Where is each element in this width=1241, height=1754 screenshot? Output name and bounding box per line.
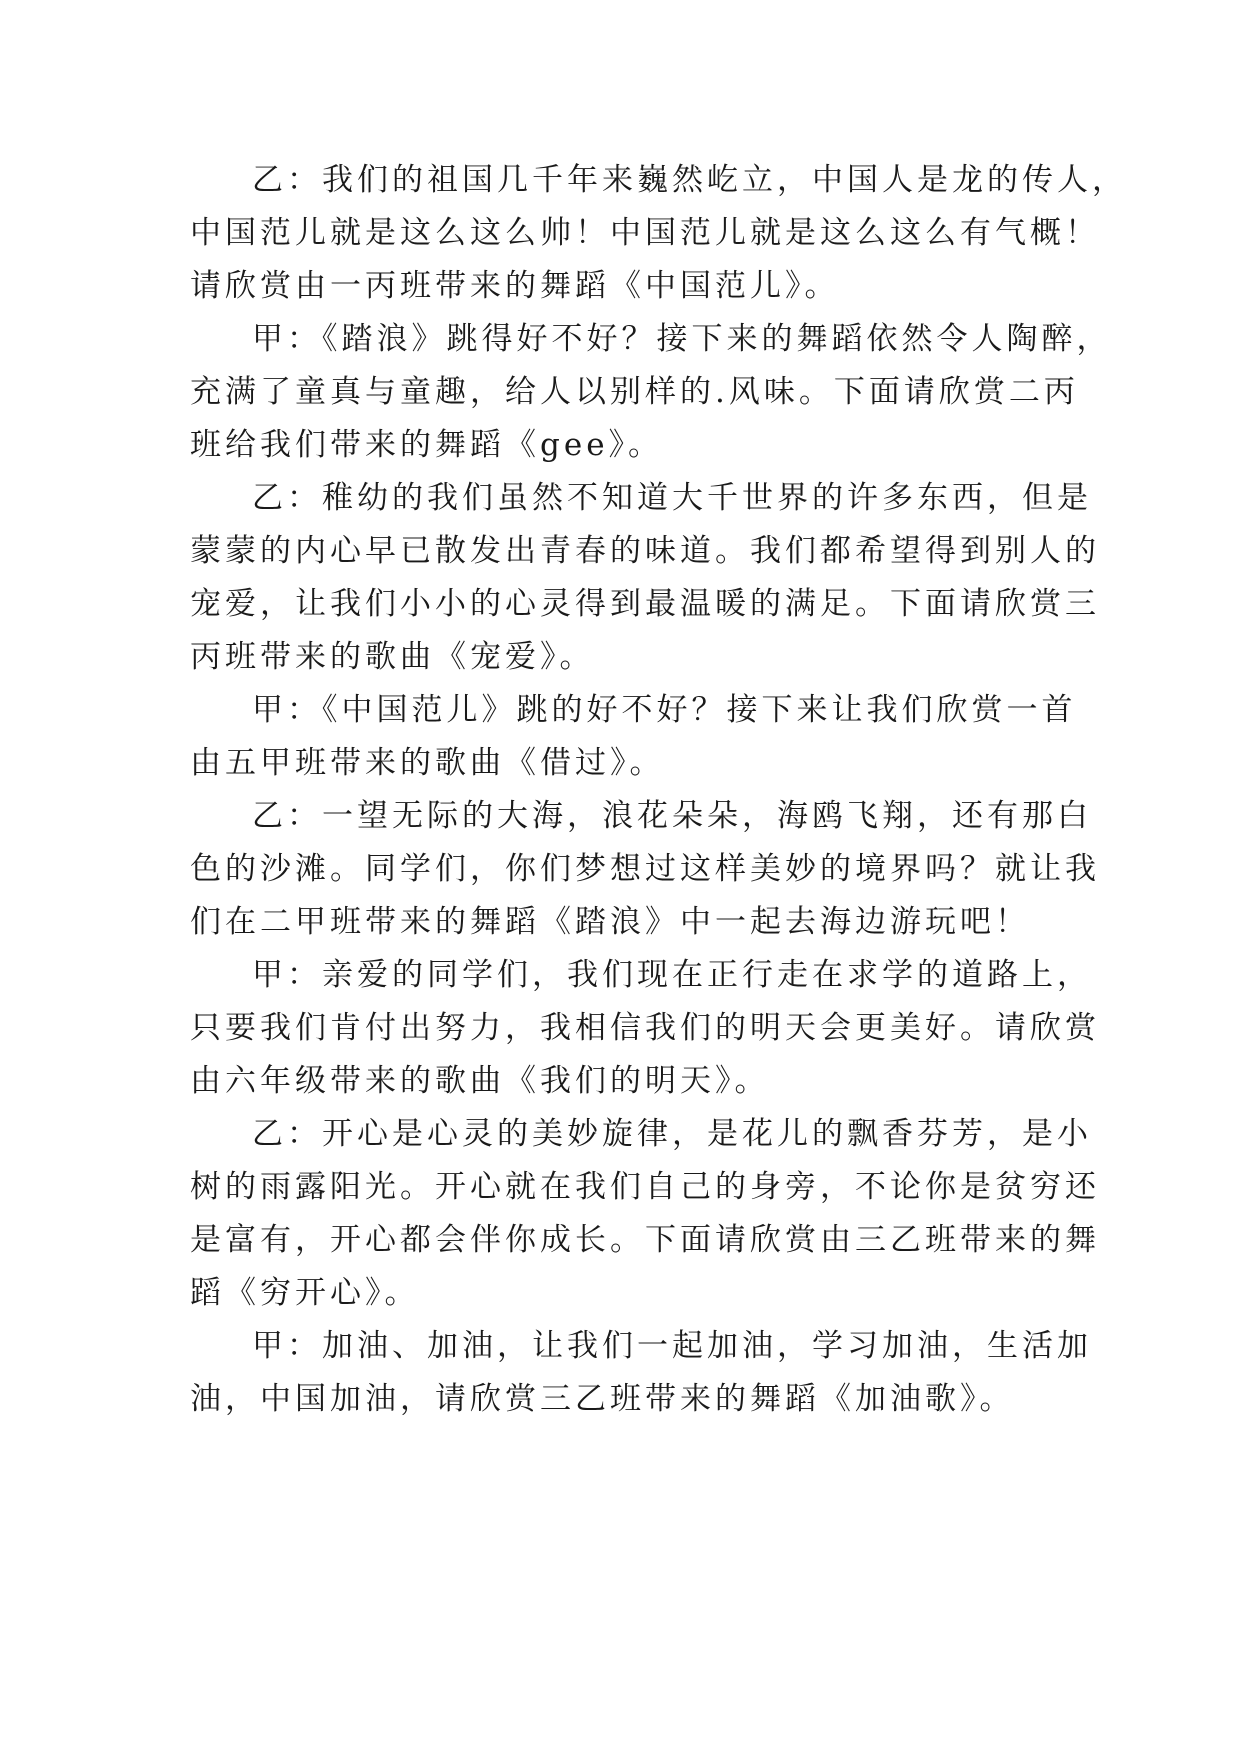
text-line: 由五甲班带来的歌曲《借过》。 (190, 745, 665, 781)
text-line: 们在二甲班带来的舞蹈《踏浪》中一起去海边游玩吧！ (190, 904, 1030, 940)
paragraph (190, 313, 1112, 472)
document-body (190, 154, 1127, 1426)
text-line: 甲：加油、加油，让我们一起加油，学习加油，生活加 (252, 1328, 1092, 1364)
text-line: 乙：我们的祖国几千年来巍然屹立，中国人是龙的传人， (252, 162, 1127, 198)
text-line: 色的沙滩。同学们，你们梦想过这样美妙的境界吗？就让我 (190, 851, 1100, 887)
paragraph (190, 1108, 1100, 1320)
paragraph (190, 790, 1100, 949)
text-line: 乙：开心是心灵的美妙旋律，是花儿的飘香芬芳，是小 (252, 1116, 1092, 1152)
text-line: 甲：亲爱的同学们，我们现在正行走在求学的道路上， (252, 957, 1092, 993)
text-line: 乙：一望无际的大海，浪花朵朵，海鸥飞翔，还有那白 (252, 798, 1092, 834)
paragraph (190, 949, 1100, 1108)
paragraph (190, 472, 1100, 684)
text-line: 蒙蒙的内心早已散发出青春的味道。我们都希望得到别人的 (190, 533, 1100, 569)
text-line: 由六年级带来的歌曲《我们的明天》。 (190, 1063, 770, 1099)
paragraph (190, 684, 1077, 790)
text-line: 甲：《踏浪》跳得好不好？接下来的舞蹈依然令人陶醉， (252, 321, 1112, 357)
text-line: 树的雨露阳光。开心就在我们自己的身旁，不论你是贫穷还 (190, 1169, 1100, 1205)
text-line: 中国范儿就是这么这么帅！中国范儿就是这么这么有气概！ (190, 215, 1100, 251)
text-line: 蹈《穷开心》。 (190, 1275, 420, 1311)
text-line: 丙班带来的歌曲《宠爱》。 (190, 639, 595, 675)
text-line: 油，中国加油，请欣赏三乙班带来的舞蹈《加油歌》。 (190, 1381, 1015, 1417)
text-line: 请欣赏由一丙班带来的舞蹈《中国范儿》。 (190, 268, 840, 304)
text-line: 乙：稚幼的我们虽然不知道大千世界的许多东西，但是 (252, 480, 1092, 516)
text-line: 只要我们肯付出努力，我相信我们的明天会更美好。请欣赏 (190, 1010, 1100, 1046)
paragraph (190, 1320, 1092, 1426)
paragraph (190, 154, 1127, 313)
text-line: 宠爱，让我们小小的心灵得到最温暖的满足。下面请欣赏三 (190, 586, 1100, 622)
text-line: 班给我们带来的舞蹈《gee》。 (190, 427, 664, 463)
text-line: 充满了童真与童趣，给人以别样的.风味。下面请欣赏二丙 (190, 374, 1079, 410)
text-line: 甲：《中国范儿》跳的好不好？接下来让我们欣赏一首 (252, 692, 1077, 728)
text-line: 是富有，开心都会伴你成长。下面请欣赏由三乙班带来的舞 (190, 1222, 1100, 1258)
